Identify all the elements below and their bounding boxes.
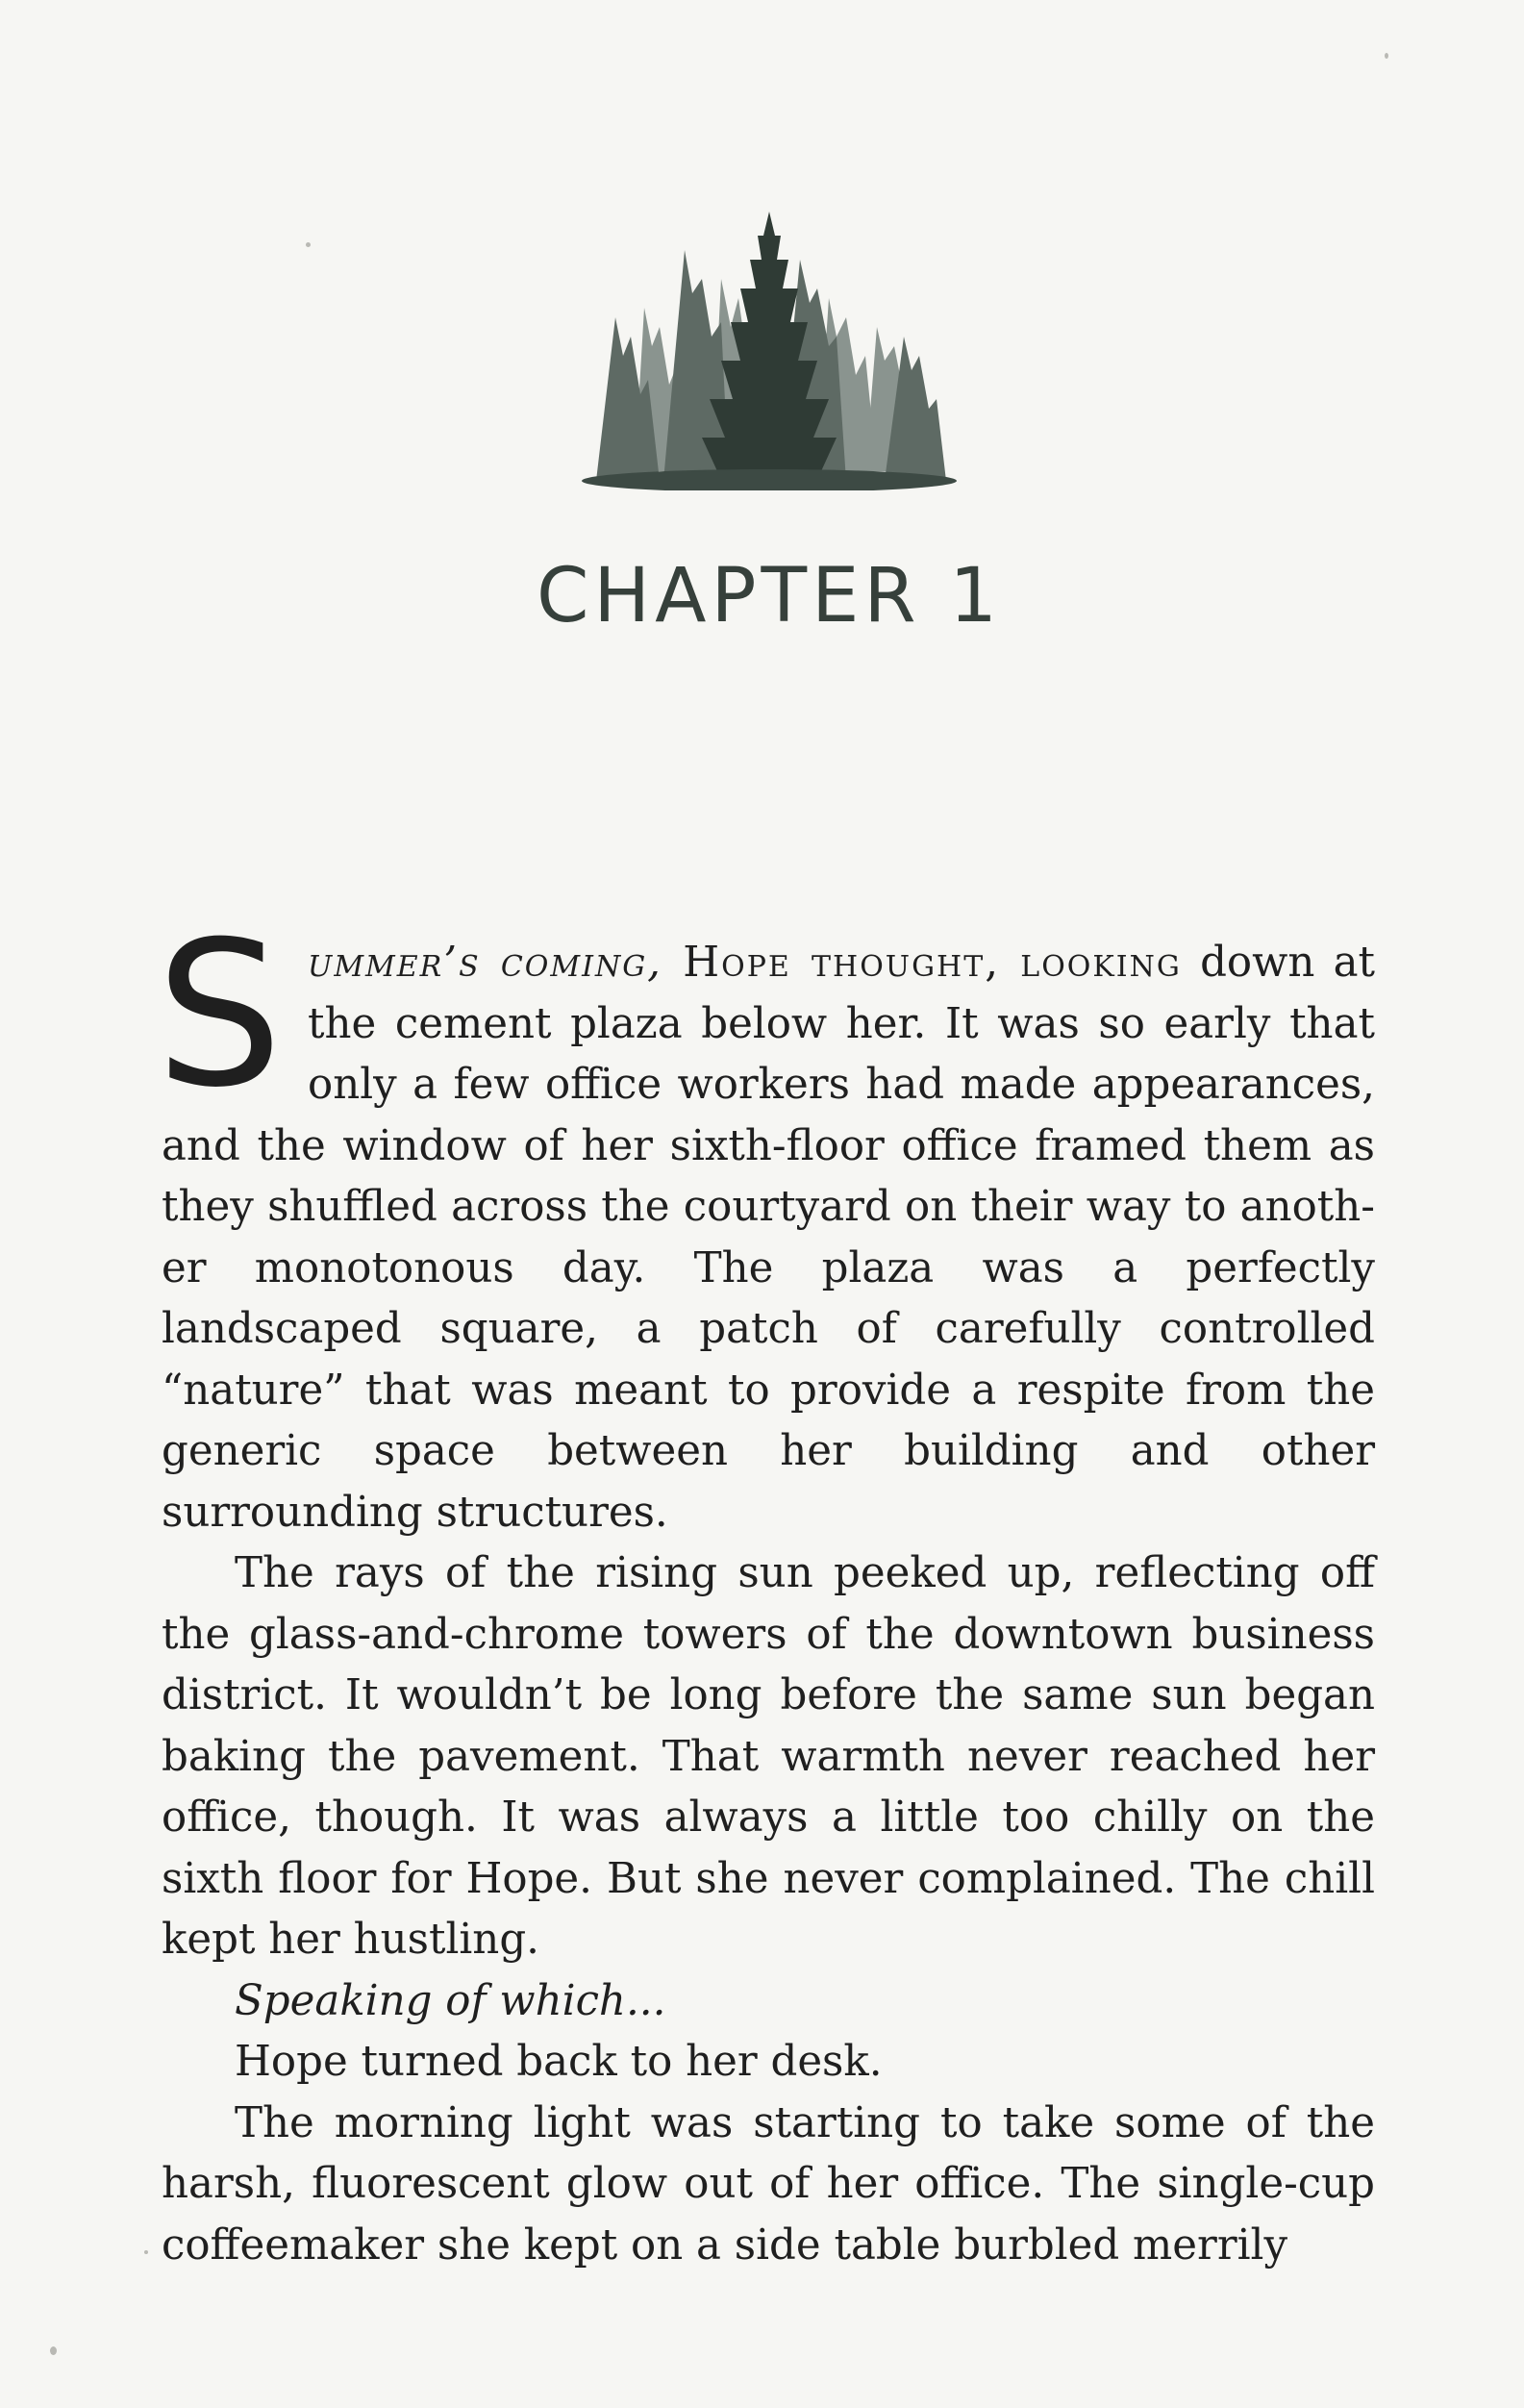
opening-lead-italic: ummer’s coming, xyxy=(308,939,662,987)
chapter-body xyxy=(156,899,1376,2276)
paper-speck xyxy=(306,242,311,247)
paper-speck xyxy=(50,2346,57,2355)
paragraph-speaking: Speaking of which... xyxy=(235,1976,666,2025)
opening-paragraph xyxy=(156,899,1376,1543)
paper-speck xyxy=(144,2250,148,2254)
chapter-title: CHAPTER 1 xyxy=(536,553,1003,640)
paragraph-desk: Hope turned back to her desk. xyxy=(235,2038,883,2086)
paragraph-morning-light: The morning light was starting to take some of the harsh, fluorescent glow out of her office. The single-cup coffeemaker she kept on a side table burbled merrily xyxy=(162,2098,1375,2270)
opening-lead-smallcaps: Hope thought, looking xyxy=(662,939,1182,987)
opening-rest: down at the cement plaza below her. It was so early that only a few office workers had made appearances, and the window of her sixth-floor office framed them as they shuffled across the courtyard on their way to another monotonous day. The plaza was a perfectly landscaped square, a patch of carefully controlled “nature” that was meant to provide a respite from the generic space between her building and other surrounding structures. xyxy=(162,939,1376,1537)
drop-cap: S xyxy=(156,899,284,1132)
paper-speck xyxy=(1385,53,1388,59)
paragraph-sun: The rays of the rising sun peeked up, reflecting off the glass-and-chrome towers of the downtown business district. It wouldn’t be long before the same sun began baking the pavement. That warmth never reached her office, though. It was always a little too chilly on the sixth floor for Hope. But she never complained. The chill kept her hustling. xyxy=(162,1549,1375,1964)
pine-trees-icon xyxy=(577,192,962,490)
